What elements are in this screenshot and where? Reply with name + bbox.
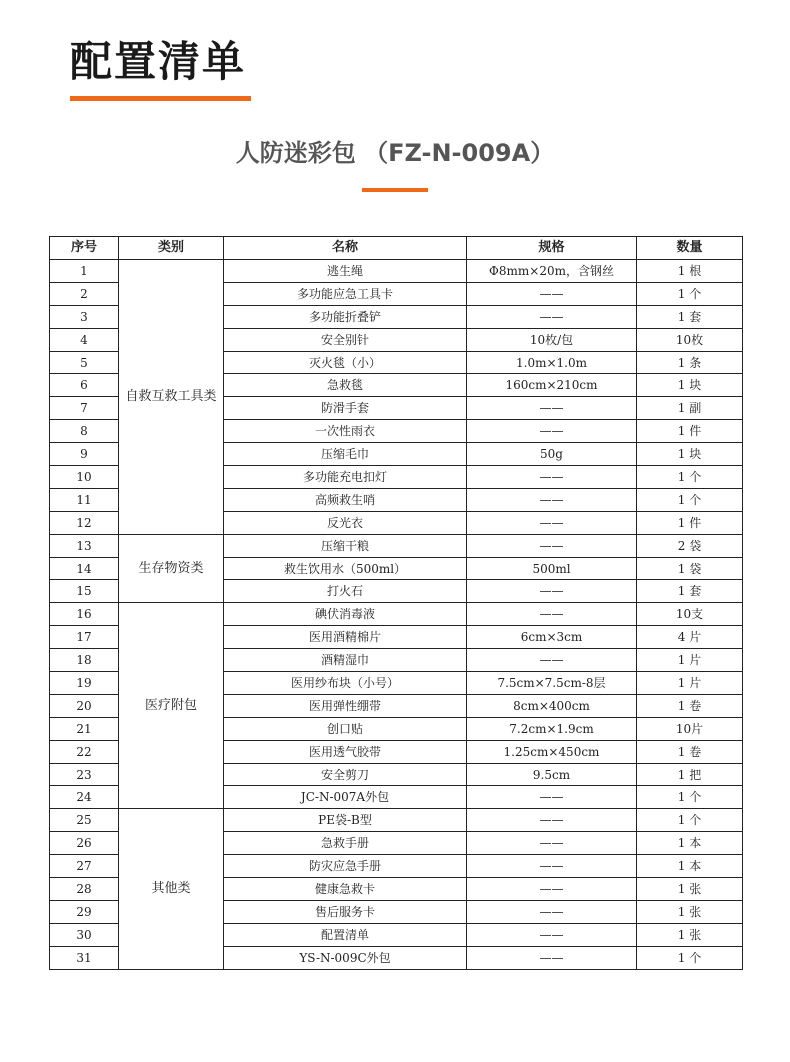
row-number: 4 — [50, 328, 119, 351]
item-qty: 2 袋 — [637, 534, 743, 557]
row-number: 1 — [50, 260, 119, 283]
row-number: 20 — [50, 694, 119, 717]
header-category: 类别 — [119, 237, 224, 260]
item-name: 创口贴 — [224, 717, 467, 740]
item-qty: 1 套 — [637, 305, 743, 328]
item-name: 多功能应急工具卡 — [224, 282, 467, 305]
item-name: PE袋-B型 — [224, 809, 467, 832]
item-name: 医用酒精棉片 — [224, 626, 467, 649]
row-number: 11 — [50, 488, 119, 511]
header-spec: 规格 — [467, 237, 637, 260]
item-name: 反光衣 — [224, 511, 467, 534]
item-name: 健康急救卡 — [224, 878, 467, 901]
item-qty: 1 片 — [637, 649, 743, 672]
row-number: 27 — [50, 855, 119, 878]
row-number: 14 — [50, 557, 119, 580]
item-spec: 160cm×210cm — [467, 374, 637, 397]
table-row — [50, 534, 743, 557]
item-qty: 1 根 — [637, 260, 743, 283]
row-number: 30 — [50, 923, 119, 946]
row-number: 13 — [50, 534, 119, 557]
item-spec: —— — [467, 511, 637, 534]
row-number: 25 — [50, 809, 119, 832]
item-spec: —— — [467, 603, 637, 626]
item-spec: —— — [467, 534, 637, 557]
item-spec: 8cm×400cm — [467, 694, 637, 717]
item-name: 配置清单 — [224, 923, 467, 946]
row-number: 19 — [50, 672, 119, 695]
item-spec: —— — [467, 649, 637, 672]
table-row — [50, 809, 743, 832]
product-title: 人防迷彩包 （FZ-N-009A） — [235, 139, 555, 167]
item-spec: —— — [467, 923, 637, 946]
item-qty: 1 片 — [637, 672, 743, 695]
item-qty: 1 袋 — [637, 557, 743, 580]
item-spec: —— — [467, 832, 637, 855]
item-name: 多功能折叠铲 — [224, 305, 467, 328]
item-name: JC-N-007A外包 — [224, 786, 467, 809]
item-spec: —— — [467, 305, 637, 328]
row-number: 2 — [50, 282, 119, 305]
category-cell: 自救互救工具类 — [119, 260, 224, 535]
item-qty: 1 张 — [637, 923, 743, 946]
item-spec: —— — [467, 397, 637, 420]
item-qty: 1 把 — [637, 763, 743, 786]
item-name: 急救手册 — [224, 832, 467, 855]
row-number: 9 — [50, 443, 119, 466]
category-cell: 其他类 — [119, 809, 224, 969]
row-number: 26 — [50, 832, 119, 855]
item-qty: 1 本 — [637, 855, 743, 878]
row-number: 31 — [50, 946, 119, 969]
row-number: 12 — [50, 511, 119, 534]
item-qty: 1 个 — [637, 282, 743, 305]
header-name: 名称 — [224, 237, 467, 260]
item-name: 医用弹性绷带 — [224, 694, 467, 717]
item-spec: —— — [467, 900, 637, 923]
item-qty: 1 卷 — [637, 740, 743, 763]
subtitle-underline — [362, 188, 428, 192]
row-number: 6 — [50, 374, 119, 397]
item-name: 灭火毯（小） — [224, 351, 467, 374]
item-qty: 10枚 — [637, 328, 743, 351]
item-spec: 1.0m×1.0m — [467, 351, 637, 374]
row-number: 29 — [50, 900, 119, 923]
item-spec: —— — [467, 580, 637, 603]
item-qty: 1 张 — [637, 878, 743, 901]
item-name: 安全剪刀 — [224, 763, 467, 786]
item-name: 高频救生哨 — [224, 488, 467, 511]
item-name: 医用透气胶带 — [224, 740, 467, 763]
item-name: 一次性雨衣 — [224, 420, 467, 443]
item-name: 急救毯 — [224, 374, 467, 397]
table-row — [50, 603, 743, 626]
item-spec: 7.5cm×7.5cm-8层 — [467, 672, 637, 695]
item-name: 打火石 — [224, 580, 467, 603]
item-qty: 1 个 — [637, 946, 743, 969]
item-qty: 1 个 — [637, 809, 743, 832]
item-name: 安全别针 — [224, 328, 467, 351]
row-number: 16 — [50, 603, 119, 626]
header-no: 序号 — [50, 237, 119, 260]
table-row — [50, 260, 743, 283]
item-qty: 1 块 — [637, 443, 743, 466]
item-spec: —— — [467, 878, 637, 901]
item-spec: 500ml — [467, 557, 637, 580]
row-number: 8 — [50, 420, 119, 443]
item-qty: 1 套 — [637, 580, 743, 603]
item-name: YS-N-009C外包 — [224, 946, 467, 969]
item-name: 救生饮用水（500ml） — [224, 557, 467, 580]
item-qty: 1 个 — [637, 488, 743, 511]
item-qty: 4 片 — [637, 626, 743, 649]
item-spec: —— — [467, 420, 637, 443]
row-number: 17 — [50, 626, 119, 649]
row-number: 15 — [50, 580, 119, 603]
item-spec: 10枚/包 — [467, 328, 637, 351]
item-qty: 10片 — [637, 717, 743, 740]
item-qty: 1 张 — [637, 900, 743, 923]
item-name: 售后服务卡 — [224, 900, 467, 923]
item-name: 压缩毛巾 — [224, 443, 467, 466]
item-name: 逃生绳 — [224, 260, 467, 283]
config-table — [49, 236, 743, 970]
page-heading: 配置清单 — [70, 37, 247, 86]
item-qty: 1 件 — [637, 420, 743, 443]
row-number: 18 — [50, 649, 119, 672]
item-qty: 1 件 — [637, 511, 743, 534]
table-body — [50, 260, 743, 970]
item-qty: 10支 — [637, 603, 743, 626]
item-name: 压缩干粮 — [224, 534, 467, 557]
row-number: 10 — [50, 466, 119, 489]
item-spec: —— — [467, 282, 637, 305]
row-number: 21 — [50, 717, 119, 740]
heading-underline — [70, 96, 251, 101]
item-name: 酒精湿巾 — [224, 649, 467, 672]
item-spec: —— — [467, 809, 637, 832]
item-spec: —— — [467, 466, 637, 489]
row-number: 5 — [50, 351, 119, 374]
item-spec: —— — [467, 786, 637, 809]
row-number: 24 — [50, 786, 119, 809]
item-spec: —— — [467, 488, 637, 511]
category-cell: 医疗附包 — [119, 603, 224, 809]
row-number: 28 — [50, 878, 119, 901]
item-name: 防灾应急手册 — [224, 855, 467, 878]
item-name: 防滑手套 — [224, 397, 467, 420]
item-name: 碘伏消毒液 — [224, 603, 467, 626]
item-spec: Φ8mm×20m，含钢丝 — [467, 260, 637, 283]
item-qty: 1 条 — [637, 351, 743, 374]
item-spec: 7.2cm×1.9cm — [467, 717, 637, 740]
header-qty: 数量 — [637, 237, 743, 260]
item-spec: 9.5cm — [467, 763, 637, 786]
item-qty: 1 个 — [637, 466, 743, 489]
item-spec: 6cm×3cm — [467, 626, 637, 649]
row-number: 7 — [50, 397, 119, 420]
item-spec: 1.25cm×450cm — [467, 740, 637, 763]
item-qty: 1 个 — [637, 786, 743, 809]
row-number: 22 — [50, 740, 119, 763]
item-name: 多功能充电扣灯 — [224, 466, 467, 489]
item-spec: 50g — [467, 443, 637, 466]
row-number: 3 — [50, 305, 119, 328]
item-qty: 1 副 — [637, 397, 743, 420]
table-header-row — [50, 237, 743, 260]
item-qty: 1 卷 — [637, 694, 743, 717]
item-spec: —— — [467, 855, 637, 878]
row-number: 23 — [50, 763, 119, 786]
item-qty: 1 块 — [637, 374, 743, 397]
item-name: 医用纱布块（小号） — [224, 672, 467, 695]
item-qty: 1 本 — [637, 832, 743, 855]
item-spec: —— — [467, 946, 637, 969]
category-cell: 生存物资类 — [119, 534, 224, 603]
